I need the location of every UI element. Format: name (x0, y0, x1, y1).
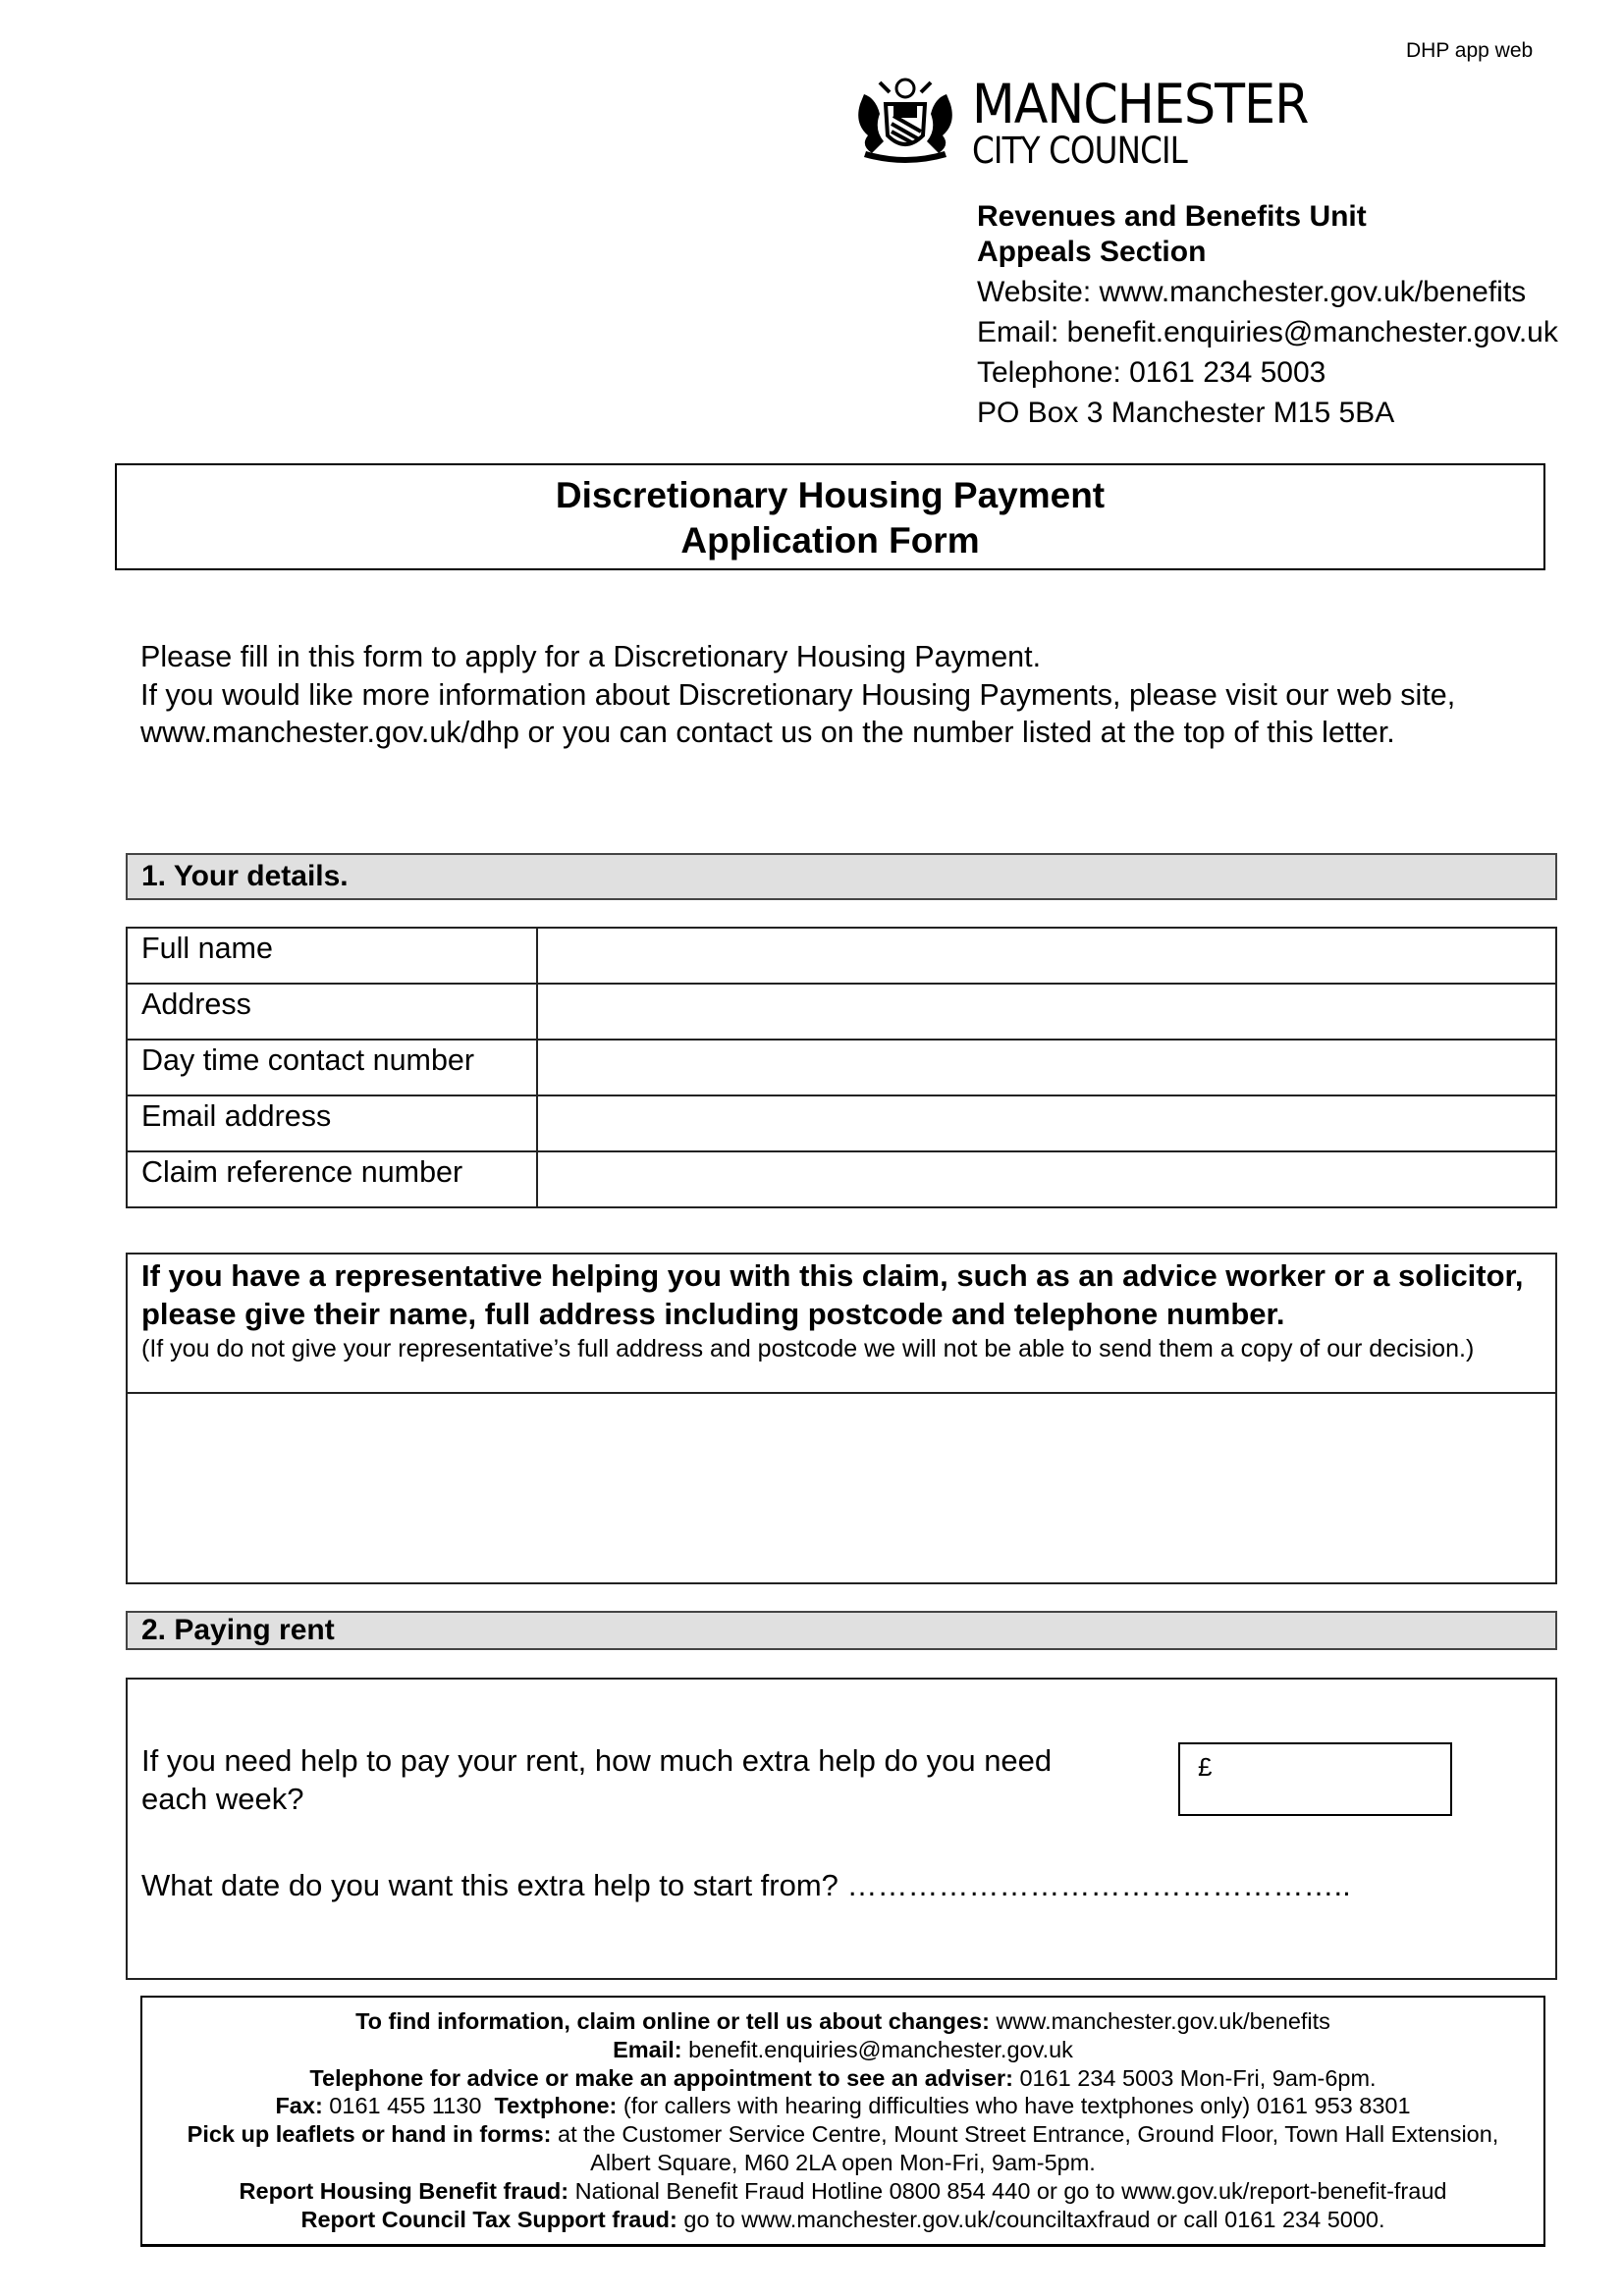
representative-note: (If you do not give your representative’s full address and postcode we will not be able to send them a copy of our decision.) (141, 1335, 1475, 1362)
field-label: Address (127, 984, 537, 1040)
field-label: Day time contact number (127, 1040, 537, 1095)
footer-label: Pick up leaflets or hand in forms: (187, 2121, 552, 2148)
logo-manchester: MANCHESTER (972, 73, 1309, 135)
logo-city-council: CITY COUNCIL (972, 130, 1187, 172)
intro-line-2: If you would like more information about Discretionary Housing Payments, please visit our web site, www.manchester.gov.uk/dhp or you can contact us on the number listed at the top of this letter. (140, 677, 1456, 750)
footer-textphone: (for callers with hearing difficulties who have textphones only) 0161 953 8301 (617, 2093, 1411, 2119)
field-label: Full name (127, 928, 537, 984)
footer-office-address: at the Customer Service Centre, Mount Street Entrance, Ground Floor, Town Hall Extension, Albert Square, M60 2LA open Mon-Fri, 9am-5pm. (551, 2121, 1499, 2175)
intro-line-1: Please fill in this form to apply for a Discretionary Housing Payment. (140, 640, 1042, 673)
footer-label: Textphone: (494, 2093, 618, 2119)
weekly-amount-field[interactable] (1178, 1742, 1452, 1816)
title-line-1: Discretionary Housing Payment (555, 475, 1106, 515)
footer-label: Report Council Tax Support fraud: (300, 2206, 677, 2232)
footer-email: benefit.enquiries@manchester.gov.uk (681, 2036, 1073, 2062)
footer-label: Fax: (275, 2093, 323, 2119)
field-label: Claim reference number (127, 1151, 537, 1207)
contact-block (977, 196, 1558, 433)
paying-rent-box (126, 1678, 1557, 1980)
section-1-heading: 1. Your details. (126, 853, 1557, 900)
daytime-contact-field[interactable] (537, 1040, 1556, 1095)
telephone-text: Telephone: 0161 234 5003 (977, 356, 1326, 389)
representative-box (126, 1253, 1557, 1584)
footer-label: To find information, claim online or tell us about changes: (355, 2008, 990, 2034)
representative-prompt: If you have a representative helping you with this claim, such as an advice worker or a solicitor, please give their name, full address including postcode and telephone number. (141, 1258, 1524, 1331)
footer-label: Report Housing Benefit fraud: (239, 2177, 569, 2204)
footer-label: Email: (613, 2036, 682, 2062)
address-field[interactable] (537, 984, 1556, 1040)
currency-symbol: £ (1198, 1752, 1213, 1782)
table-row (127, 928, 1556, 984)
section-2-heading: 2. Paying rent (126, 1611, 1557, 1650)
field-label: Email address (127, 1095, 537, 1151)
footer-hb-fraud: National Benefit Fraud Hotline 0800 854 440 or go to www.gov.uk/report-benefit-fraud (568, 2177, 1447, 2204)
footer-website: www.manchester.gov.uk/benefits (989, 2008, 1330, 2034)
full-name-field[interactable] (537, 928, 1556, 984)
website-text: Website: www.manchester.gov.uk/benefits (977, 276, 1527, 308)
claim-reference-field[interactable] (537, 1151, 1556, 1207)
footer-telephone: 0161 234 5003 Mon-Fri, 9am-6pm. (1012, 2064, 1377, 2091)
form-title (115, 463, 1545, 570)
email-field[interactable] (537, 1095, 1556, 1151)
table-row (127, 1151, 1556, 1207)
postal-address: PO Box 3 Manchester M15 5BA (977, 397, 1395, 429)
footer-label: Telephone for advice or make an appointment to see an adviser: (309, 2064, 1013, 2091)
table-row (127, 1040, 1556, 1095)
table-row (127, 1095, 1556, 1151)
footer-cts-fraud: go to www.manchester.gov.uk/counciltaxfraud or call 0161 234 5000. (676, 2206, 1385, 2232)
form-reference: DHP app web (1406, 39, 1534, 62)
footer-info-box (140, 1996, 1545, 2247)
representative-details-field[interactable] (128, 1394, 1555, 1600)
email-text: Email: benefit.enquiries@manchester.gov.uk (977, 316, 1558, 348)
council-crest-icon (850, 75, 960, 167)
title-line-2: Application Form (680, 520, 980, 561)
footer-fax: 0161 455 1130 (322, 2093, 495, 2119)
extra-help-amount-question: If you need help to pay your rent, how much extra help do you need each week? (141, 1743, 1053, 1816)
start-date-question[interactable]: What date do you want this extra help to start from? ………………………………………….. (141, 1868, 1351, 1902)
your-details-table (126, 927, 1557, 1208)
unit-name: Revenues and Benefits Unit (977, 200, 1367, 233)
table-row (127, 984, 1556, 1040)
intro-text (140, 638, 1535, 752)
section-name: Appeals Section (977, 236, 1207, 268)
